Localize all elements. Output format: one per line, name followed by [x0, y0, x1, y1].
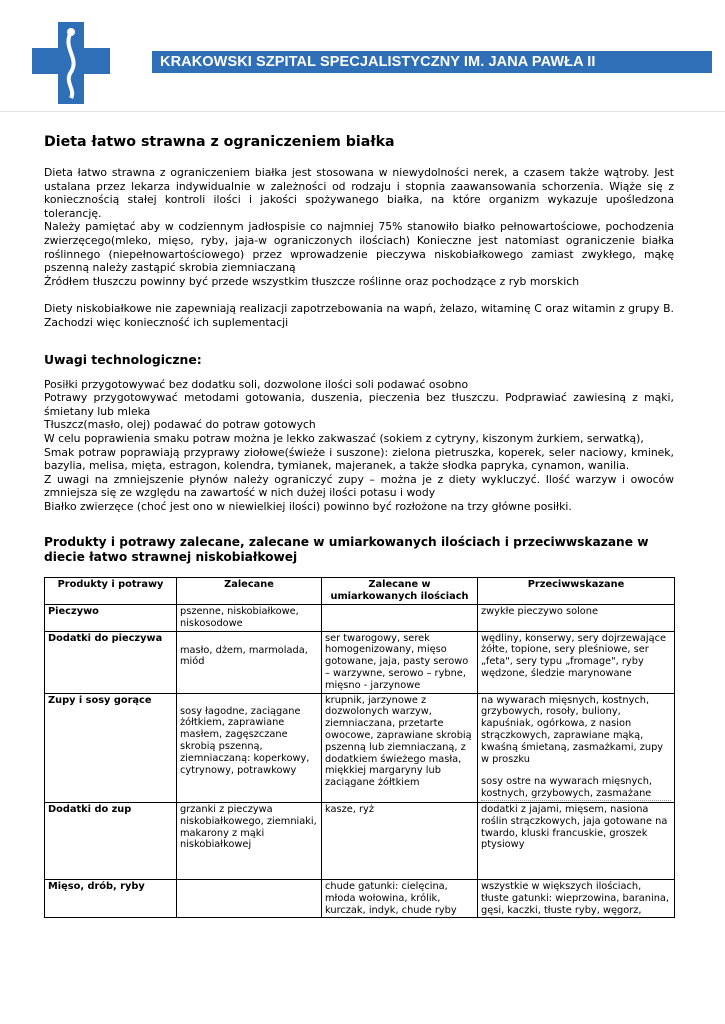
tech-line-4: W celu poprawienia smaku potraw można je lekko zakwaszać (sokiem z cytryny, kiszonym żurkiem, serwatką), [44, 431, 644, 445]
tech-line-5: Smak potraw poprawiają przyprawy ziołowe(świeże i suszone): zielona pietruszka, koperek, seler naciowy, kminek, bazylia, melisa, mięta, estragon, kolendra, tymianek, majeranek, a także słodka papryka, cynamon, wanilia. [44, 445, 674, 473]
tech-line-1: Posiłki przygotowywać bez dodatku soli, dozwolone ilości soli podawać osobno [44, 377, 469, 391]
cell-contraindicated: zwykłe pieczywo solone [478, 605, 675, 632]
cell-recommended [177, 880, 322, 918]
cell-contraindicated: wszystkie w większych ilościach, tłuste gatunki: wieprzowina, baranina, gęsi, kaczki, tłuste ryby, węgorz, [478, 880, 675, 918]
intro-paragraph-1: Dieta łatwo strawna z ograniczeniem białka jest stosowana w niewydolności nerek, a czasem także wątroby. Jest ustalana przez lekarza indywidualnie w zależności od rodzaju i stopnia zaawansowania schorzenia. Wiąże się z koniecznością stałej kontroli ilości i jakości spożywanego białka, na które organizm wykazuje upośledzona tolerancję. [44, 166, 674, 220]
contraindicated-sauces: sosy ostre na wywarach mięsnych, kostnych, grzybowych, zasmażane [481, 776, 671, 801]
tech-heading: Uwagi technologiczne: [44, 351, 202, 367]
table-row [45, 880, 675, 918]
hospital-cross-logo-icon [32, 22, 110, 104]
cell-spacer [481, 765, 671, 776]
table-row [45, 631, 675, 693]
table-row [45, 605, 675, 632]
tech-line-6: Z uwagi na zmniejszenie płynów należy ograniczyć zupy – można je z diety wykluczyć. Ilość warzyw i owoców zmniejsza się ze względu na zawartość w nich dużej ilości potasu i wody [44, 472, 674, 500]
cell-contraindicated: wędliny, konserwy, sery dojrzewające żółte, topione, sery pleśniowe, ser „feta", sery typu „fromage", ryby wędzone, śledzie marynowane [478, 631, 675, 693]
cell-recommended: sosy łagodne, zaciągane żółtkiem, zaprawiane masłem, zagęszczane skrobią pszenną, ziemniaczaną: koperkowy, cytrynowy, potrawkowy [177, 693, 322, 802]
document-title: Dieta łatwo strawna z ograniczeniem białka [44, 134, 395, 150]
tech-line-7: Białko zwierzęce (choć jest ono w niewielkiej ilości) powinno być rozłożone na trzy główne posiłki. [44, 499, 572, 513]
row-name: Dodatki do zup [45, 803, 177, 880]
document-body [44, 134, 674, 918]
cell-recommended: masło, dżem, marmolada, miód [177, 631, 322, 693]
row-name: Dodatki do pieczywa [45, 631, 177, 693]
hospital-name-banner: KRAKOWSKI SZPITAL SPECJALISTYCZNY IM. JANA PAWŁA II [152, 51, 712, 73]
col-header-products: Produkty i potrawy [45, 578, 177, 605]
cell-moderate [322, 605, 478, 632]
table-heading: Produkty i potrawy zalecane, zalecane w umiarkowanych ilościach i przeciwwskazane w diecie łatwo strawnej niskobiałkowej [44, 535, 649, 565]
col-header-recommended: Zalecane [177, 578, 322, 605]
intro-paragraph-3: Źródłem tłuszczu powinny być przede wszystkim tłuszcze roślinne oraz pochodzące z ryb morskich [44, 274, 580, 288]
page-header [0, 0, 725, 112]
intro-paragraph-4: Diety niskobiałkowe nie zapewniają realizacji zapotrzebowania na wapń, żelazo, witaminę C oraz witamin z grupy B. Zachodzi więc konieczność ich suplementacji [44, 302, 674, 329]
contraindicated-soups: na wywarach mięsnych, kostnych, grzybowych, rosoły, buliony, kapuśniak, ogórkowa, z nasion strączkowych, zaprawiane mąką, kwaśną śmietaną, zasmażkami, zupy w proszku [481, 694, 664, 765]
tech-line-3: Tłuszcz(masło, olej) podawać do potraw gotowych [44, 418, 316, 432]
intro-paragraph-2: Należy pamiętać aby w codziennym jadłospisie co najmniej 75% stanowiło białko pełnowartościowe, pochodzenia zwierzęcego(mleko, mięso, ryby, jaja-w ograniczonych ilościach) Konieczne jest natomiast ograniczenie białka roślinnego (niepełnowartościowego) przez wprowadzenie pieczywa niskobiałkowego zamiast zwykłego, mąkę pszenną należy zastąpić skrobia ziemniaczaną [44, 220, 674, 275]
table-row [45, 693, 675, 802]
products-table [44, 577, 675, 918]
col-header-moderate: Zalecane w umiarkowanych ilościach [322, 578, 478, 605]
table-row [45, 803, 675, 880]
cell-moderate: kasze, ryż [322, 803, 478, 880]
cell-recommended: pszenne, niskobiałkowe, niskosodowe [177, 605, 322, 632]
cell-contraindicated [478, 693, 675, 802]
col-header-contraindicated: Przeciwwskazane [478, 578, 675, 605]
header-divider [0, 111, 725, 112]
cell-contraindicated: dodatki z jajami, mięsem, nasiona roślin strączkowych, jaja gotowane na twardo, kluski francuskie, groszek ptysiowy [478, 803, 675, 880]
tech-line-2: Potrawy przygotowywać metodami gotowania, duszenia, pieczenia bez tłuszczu. Podprawiać zawiesiną z mąki, śmietany lub mleka [44, 391, 674, 418]
cell-moderate: chude gatunki: cielęcina, młoda wołowina, królik, kurczak, indyk, chude ryby [322, 880, 478, 918]
cell-recommended: grzanki z pieczywa niskobiałkowego, ziemniaki, makarony z mąki niskobiałkowej [177, 803, 322, 880]
row-name: Pieczywo [45, 605, 177, 632]
cell-moderate: krupnik, jarzynowe z dozwolonych warzyw, ziemniaczana, przetarte owocowe, zaprawiane skrobią pszenną lub ziemniaczaną, z dodatkiem świeżego masła, miękkiej margaryny lub zaciągane żółtkiem [322, 693, 478, 802]
row-name: Mięso, drób, ryby [45, 880, 177, 918]
row-name: Zupy i sosy gorące [45, 693, 177, 802]
cell-moderate: ser twarogowy, serek homogenizowany, mięso gotowane, jaja, pasty serowo – warzywne, serowo – rybne, mięsno - jarzynowe [322, 631, 478, 693]
table-header-row [45, 578, 675, 605]
